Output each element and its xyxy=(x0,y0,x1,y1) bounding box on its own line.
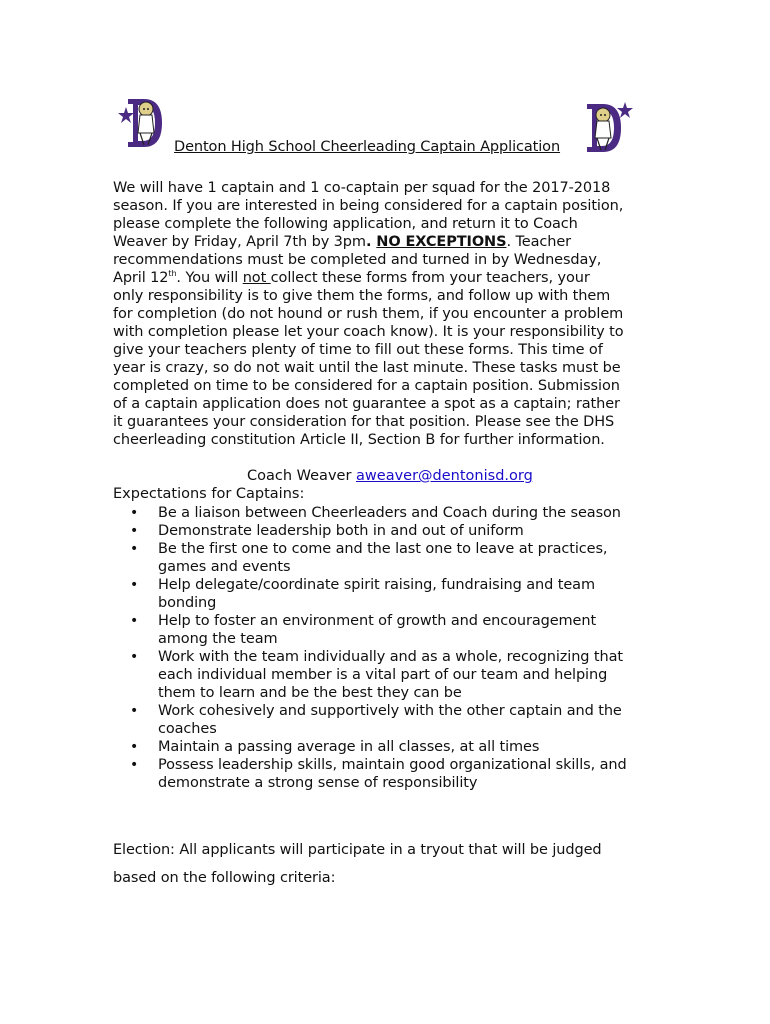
election-paragraph xyxy=(113,836,673,892)
bullet-icon: • xyxy=(130,739,139,755)
intro-line: season. If you are interested in being considered for a captain position, xyxy=(113,198,624,214)
list-item: • Possess leadership skills, maintain good organizational skills, and demonstrate a strong sense of responsibility xyxy=(130,757,627,791)
denton-d-logo-icon xyxy=(114,95,166,151)
school-logo-left xyxy=(114,95,166,151)
bullet-icon: • xyxy=(130,757,139,773)
svg-text:D: D xyxy=(134,141,140,149)
election-line: Election: All applicants will participate in a tryout that will be judged xyxy=(113,842,602,858)
coach-email-link[interactable]: aweaver@dentonisd.org xyxy=(356,468,533,484)
coach-contact xyxy=(247,468,533,484)
intro-line: year is crazy, so do not wait until the last minute. These tasks must be xyxy=(113,360,621,376)
intro-line: cheerleading constitution Article II, Section B for further information. xyxy=(113,432,605,448)
expectations-list xyxy=(113,504,683,792)
bullet-icon: • xyxy=(130,703,139,719)
intro-paragraph xyxy=(113,179,668,449)
list-item: • Work with the team individually and as a whole, recognizing that each individual member is a vital part of our team and helping them to learn and be the best they can be xyxy=(130,649,623,701)
no-exceptions-emphasis: NO EXCEPTIONS xyxy=(376,234,507,250)
intro-line: Weaver by Friday, April 7th by 3pm. NO EXCEPTIONS. Teacher xyxy=(113,234,572,250)
intro-line: please complete the following application, and return it to Coach xyxy=(113,216,578,232)
page-title: Denton High School Cheerleading Captain Application xyxy=(174,139,561,155)
intro-line: completed on time to be considered for a captain position. Submission xyxy=(113,378,620,394)
intro-line: We will have 1 captain and 1 co-captain per squad for the 2017-2018 xyxy=(113,180,611,196)
list-item: • Work cohesively and supportively with the other captain and the coaches xyxy=(130,703,622,737)
school-logo-right xyxy=(581,98,633,154)
intro-line: April 12th. You will not collect these forms from your teachers, your xyxy=(113,269,590,286)
list-item: • Maintain a passing average in all classes, at all times xyxy=(130,739,540,755)
list-item: • Demonstrate leadership both in and out of uniform xyxy=(130,523,524,539)
intro-line: recommendations must be completed and turned in by Wednesday, xyxy=(113,252,602,268)
list-item: • Be the first one to come and the last one to leave at practices, games and events xyxy=(130,541,608,575)
intro-line: only responsibility is to give them the forms, and follow up with them xyxy=(113,288,611,304)
bullet-icon: • xyxy=(130,649,139,665)
coach-name: Coach Weaver xyxy=(247,468,352,484)
intro-line: of a captain application does not guarantee a spot as a captain; rather xyxy=(113,396,620,412)
list-item: • Help delegate/coordinate spirit raising, fundraising and team bonding xyxy=(130,577,595,611)
intro-line: give your teachers plenty of time to fill out these forms. This time of xyxy=(113,342,603,358)
not-emphasis: not xyxy=(242,270,271,286)
intro-line: with completion please let your coach know). It is your responsibility to xyxy=(113,324,624,340)
list-item: • Help to foster an environment of growth and encouragement among the team xyxy=(130,613,597,647)
list-item: • Be a liaison between Cheerleaders and Coach during the season xyxy=(130,505,621,521)
denton-d-logo-icon xyxy=(581,98,633,154)
intro-line: it guarantees your consideration for that position. Please see the DHS xyxy=(113,414,615,430)
expectations-heading: Expectations for Captains: xyxy=(113,486,305,502)
election-line: based on the following criteria: xyxy=(113,870,336,886)
intro-line: for completion (do not hound or rush them, if you encounter a problem xyxy=(113,306,624,322)
bullet-icon: • xyxy=(130,541,139,557)
bullet-icon: • xyxy=(130,523,139,539)
bullet-icon: • xyxy=(130,505,139,521)
bullet-icon: • xyxy=(130,613,139,629)
svg-text:D: D xyxy=(591,146,597,154)
bullet-icon: • xyxy=(130,577,139,593)
